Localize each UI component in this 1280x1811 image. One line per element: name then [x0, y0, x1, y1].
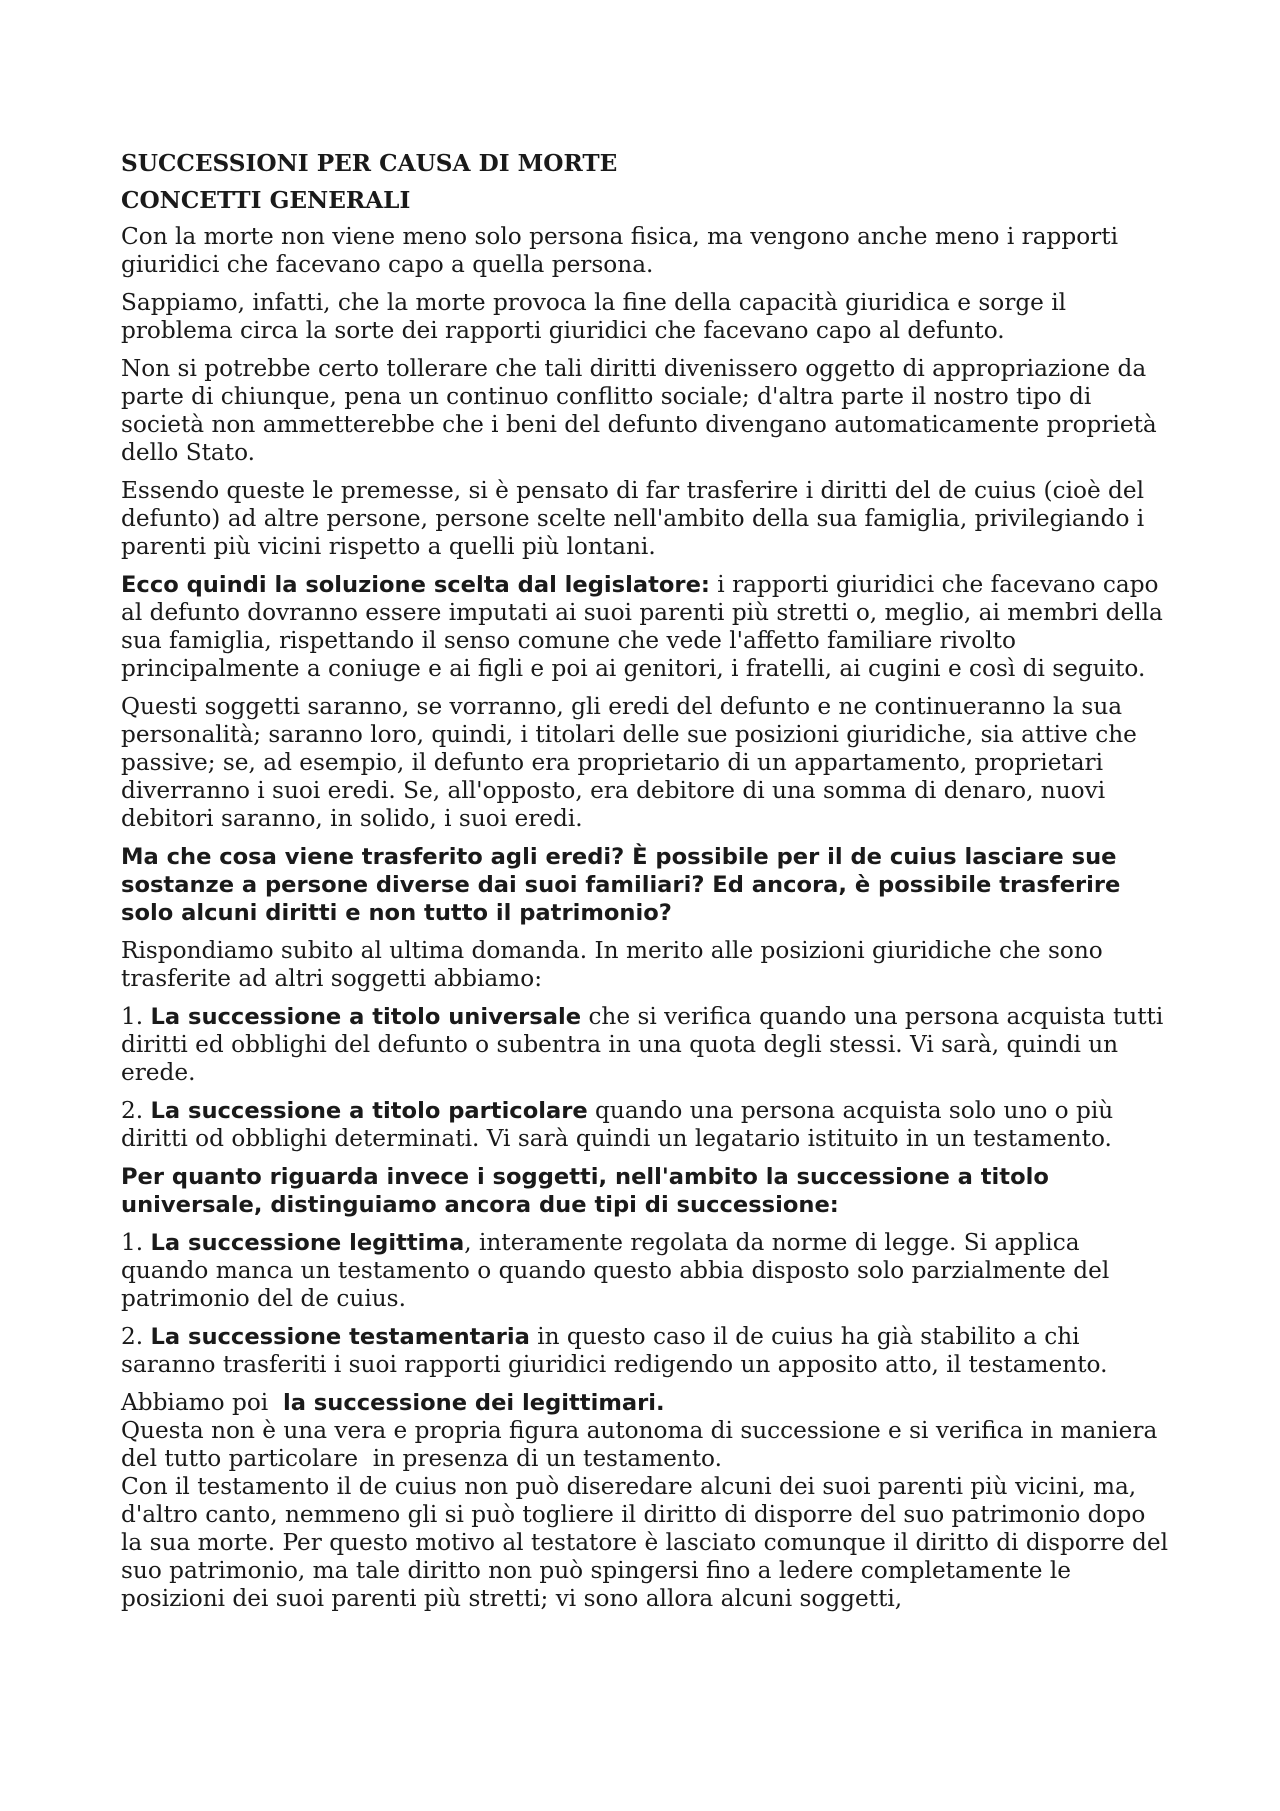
question-1: Ma che cosa viene trasferito agli eredi? È possibile per il de cuius lasciare sue sostanze a persone diverse dai suoi familiari? Ed ancora, è possibile trasferire solo alcuni diritti e non tutto il patrimonio? — [121, 844, 1121, 926]
list-item-1 — [121, 1003, 1173, 1087]
list-item-3 — [121, 1229, 1173, 1313]
paragraph-10: Con il testamento il de cuius non può diseredare alcuni dei suoi parenti più vicini, ma, d'altro canto, nemmeno gli si può togliere il diritto di disporre del suo patrimonio dopo la sua morte. Per questo motivo al testatore è lasciato comunque il diritto di disporre del suo patrimonio, ma tale diritto non può spingersi fino a ledere completamente le posizioni dei suoi parenti più stretti; vi sono allora alcuni soggetti, — [121, 1473, 1169, 1612]
paragraph-8-text: Abbiamo poi — [121, 1389, 283, 1416]
list-item-1-bold: La successione a titolo universale — [150, 1004, 582, 1030]
document-title: SUCCESSIONI PER CAUSA DI MORTE — [121, 150, 618, 177]
paragraph-5 — [121, 571, 1173, 683]
question-2: Per quanto riguarda invece i soggetti, nell'ambito la successione a titolo universale, distinguiamo ancora due tipi di successione: — [121, 1164, 1049, 1218]
list-item-2-bold: La successione a titolo particolare — [150, 1098, 588, 1124]
paragraph-8 — [121, 1389, 1173, 1417]
document-page — [121, 150, 1173, 1613]
paragraph-9: Questa non è una vera e propria figura autonoma di successione e si verifica in maniera del tutto particolare in presenza di un testamento. — [121, 1417, 1165, 1472]
section-heading: CONCETTI GENERALI — [121, 187, 411, 214]
paragraph-1: Con la morte non viene meno solo persona fisica, ma vengono anche meno i rapporti giuridici che facevano capo a quella persona. — [121, 223, 1118, 278]
paragraph-2: Sappiamo, infatti, che la morte provoca la fine della capacità giuridica e sorge il problema circa la sorte dei rapporti giuridici che facevano capo al defunto. — [121, 289, 1067, 344]
list-item-1-text: che si verifica quando una persona acquista tutti diritti ed obblighi del defunto o subentra in una quota degli stessi. Vi sarà, quindi un erede. — [121, 1003, 1164, 1086]
paragraph-8-bold: la successione dei legittimari. — [282, 1390, 665, 1416]
paragraph-4: Essendo queste le premesse, si è pensato di far trasferire i diritti del de cuius (cioè del defunto) ad altre persone, persone scelte nell'ambito della sua famiglia, privilegiando i parenti più vicini rispetto a quelli più lontani. — [121, 477, 1145, 560]
paragraph-3: Non si potrebbe certo tollerare che tali diritti divenissero oggetto di appropriazione da parte di chiunque, pena un continuo conflitto sociale; d'altra parte il nostro tipo di società non ammetterebbe che i beni del defunto divengano automaticamente proprietà dello Stato. — [121, 355, 1157, 466]
list-item-3-bold: La successione legittima — [150, 1230, 465, 1256]
paragraph-5-bold: Ecco quindi la soluzione scelta dal legislatore: — [121, 572, 710, 598]
paragraph-6: Questi soggetti saranno, se vorranno, gli eredi del defunto e ne continueranno la sua personalità; saranno loro, quindi, i titolari delle sue posizioni giuridiche, sia attive che passive; se, ad esempio, il defunto era proprietario di un appartamento, proprietari diverranno i suoi eredi. Se, all'opposto, era debitore di una somma di denaro, nuovi debitori saranno, in solido, i suoi eredi. — [121, 693, 1137, 832]
list-item-4-bold: La successione testamentaria — [150, 1324, 530, 1350]
list-item-1-number: 1. — [121, 1003, 151, 1030]
paragraph-5-text: i rapporti giuridici che facevano capo al defunto dovranno essere imputati ai suoi parenti più stretti o, meglio, ai membri della sua famiglia, rispettando il senso comune che vede l'affetto familiare rivolto principalmente a coniuge e ai figli e poi ai genitori, i fratelli, ai cugini e così di seguito. — [121, 571, 1163, 682]
list-item-4 — [121, 1323, 1173, 1379]
list-item-4-number: 2. — [121, 1323, 151, 1350]
list-item-3-number: 1. — [121, 1229, 151, 1256]
list-item-4-text: in questo caso il de cuius ha già stabilito a chi saranno trasferiti i suoi rapporti giuridici redigendo un apposito atto, il testamento. — [121, 1323, 1108, 1378]
list-item-2-number: 2. — [121, 1097, 151, 1124]
paragraph-7: Rispondiamo subito al ultima domanda. In merito alle posizioni giuridiche che sono trasferite ad altri soggetti abbiamo: — [121, 937, 1103, 992]
list-item-2 — [121, 1097, 1173, 1153]
list-item-3-text: , interamente regolata da norme di legge. Si applica quando manca un testamento o quando questo abbia disposto solo parzialmente del patrimonio del de cuius. — [121, 1229, 1110, 1312]
list-item-2-text: quando una persona acquista solo uno o più diritti od obblighi determinati. Vi sarà quindi un legatario istituito in un testamento. — [121, 1097, 1114, 1152]
